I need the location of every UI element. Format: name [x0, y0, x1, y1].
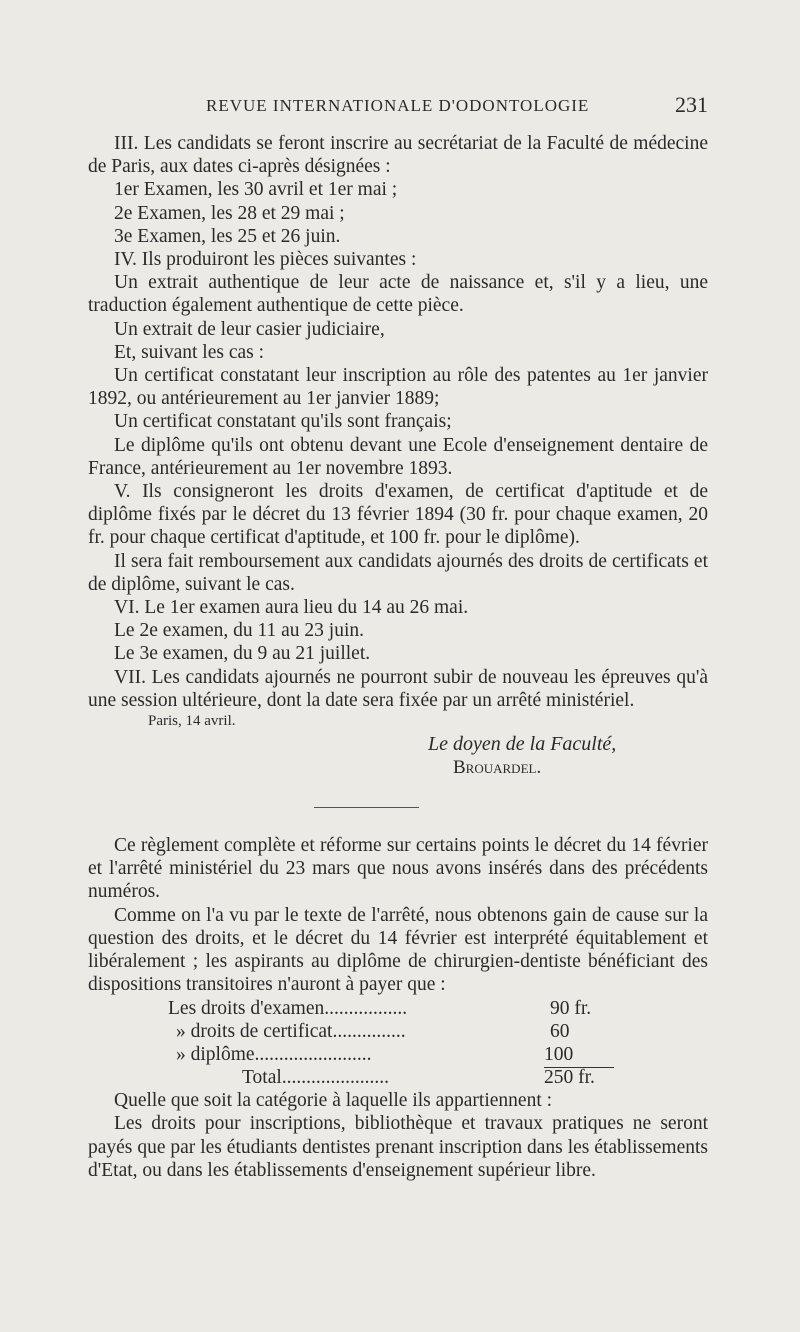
comment-paragraph-4: Les droits pour inscriptions, bibliothèque et travaux pratiques ne seront payés que par les étudiants dentistes prenant inscription dans les établissements d'Etat, ou dans les établissements d'enseignement supérieur libre.	[88, 1113, 708, 1181]
signature-name: Brouardel.	[453, 757, 542, 779]
fee-label: Total......................	[242, 1067, 390, 1089]
section-divider	[314, 807, 419, 808]
comment-paragraph-2: Comme on l'a vu par le texte de l'arrêté, nous obtenons gain de cause sur la question des droits, et le décret du 14 février est interprété équitablement et libéralement ; les aspirants au diplôme de chirurgien-dentiste bénéficiant des dispositions transitoires n'auront à payer que :	[88, 904, 708, 996]
paragraph-iv-b: Un extrait de leur casier judiciaire,	[114, 318, 385, 340]
fee-label: Les droits d'examen.................	[168, 997, 408, 1019]
paragraph-v: V. Ils consigneront les droits d'examen, de certificat d'aptitude et de diplôme fixés par le décret du 13 février 1894 (30 fr. pour chaque examen, 20 fr. pour chaque certificat d'aptitude, et 100 fr. pour le diplôme).	[88, 481, 708, 549]
fee-row-certificate	[88, 1020, 708, 1043]
paragraph-iii: III. Les candidats se feront inscrire au secrétariat de la Faculté de médecine de Paris, aux dates ci-après désignées :	[88, 133, 708, 178]
paragraph-iv: IV. Ils produiront les pièces suivantes :	[114, 249, 417, 271]
paragraph-vi-c: Le 3e examen, du 9 au 21 juillet.	[114, 643, 371, 665]
fee-amount: 90 fr.	[550, 997, 592, 1019]
place-date: Paris, 14 avril.	[148, 713, 236, 730]
paragraph-iv-c: Et, suivant les cas :	[114, 341, 265, 363]
comment-paragraph-1: Ce règlement complète et réforme sur certains points le décret du 14 février et l'arrêté ministériel du 23 mars que nous avons insérés dans des précédents numéros.	[88, 835, 708, 903]
paragraph-vi: VI. Le 1er examen aura lieu du 14 au 26 mai.	[114, 597, 469, 619]
running-title: REVUE INTERNATIONALE D'ODONTOLOGIE	[206, 96, 590, 115]
paragraph-iv-e: Un certificat constatant qu'ils sont français;	[114, 411, 452, 433]
paragraph-vi-b: Le 2e examen, du 11 au 23 juin.	[114, 620, 364, 642]
paragraph-iv-a: Un extrait authentique de leur acte de naissance et, s'il y a lieu, une traduction également authentique de cette pièce.	[88, 272, 708, 317]
page-number: 231	[675, 92, 708, 117]
comment-paragraph-3: Quelle que soit la catégorie à laquelle ils appartiennent :	[114, 1090, 553, 1112]
fee-row-total	[88, 1066, 708, 1089]
exam-2-dates: 2e Examen, les 28 et 29 mai ;	[114, 202, 345, 224]
fee-amount: 100	[544, 1043, 614, 1068]
signature-title: Le doyen de la Faculté,	[428, 733, 617, 756]
paragraph-iv-d: Un certificat constatant leur inscription au rôle des patentes au 1er janvier 1892, ou antérieurement au 1er janvier 1889;	[88, 365, 708, 410]
fee-amount: 250 fr.	[544, 1067, 595, 1089]
fee-label: » diplôme........................	[176, 1043, 372, 1065]
body-text	[88, 132, 708, 1182]
paragraph-v-b: Il sera fait remboursement aux candidats ajournés des droits de certificats et de diplôme, suivant le cas.	[88, 550, 708, 595]
fee-row-exam	[88, 997, 708, 1020]
exam-3-dates: 3e Examen, les 25 et 26 juin.	[114, 225, 341, 247]
fee-amount: 60	[550, 1020, 570, 1042]
exam-1-dates: 1er Examen, les 30 avril et 1er mai ;	[114, 179, 398, 201]
fees-table	[88, 997, 708, 1090]
fee-label: » droits de certificat...............	[176, 1020, 406, 1042]
paragraph-iv-f: Le diplôme qu'ils ont obtenu devant une Ecole d'enseignement dentaire de France, antérieurement au 1er novembre 1893.	[88, 434, 708, 479]
running-header	[88, 92, 708, 122]
paragraph-vii: VII. Les candidats ajournés ne pourront subir de nouveau les épreuves qu'à une session ultérieure, dont la date sera fixée par un arrêté ministériel.	[88, 666, 708, 711]
fee-row-diploma	[88, 1043, 708, 1066]
